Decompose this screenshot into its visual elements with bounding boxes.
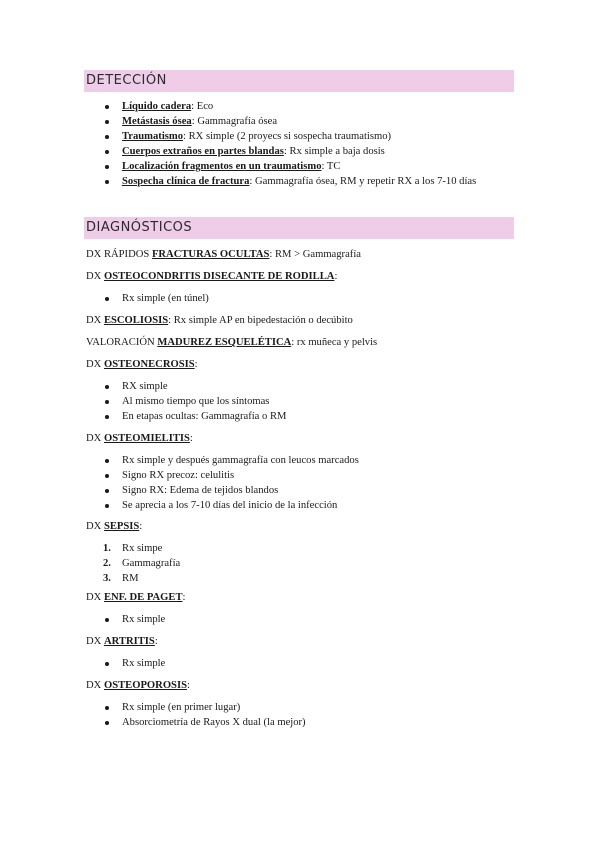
list-item	[122, 145, 385, 158]
paragraph-osteocondritis	[86, 270, 337, 283]
paragraph-prefix: DX	[86, 315, 104, 326]
list-item	[122, 115, 277, 128]
bullet-icon	[105, 489, 109, 493]
list-item-text: : Eco	[191, 101, 214, 112]
bullet-icon	[105, 297, 109, 301]
list-item-text: : TC	[321, 161, 341, 172]
paragraph-text: : rx muñeca y pelvis	[291, 337, 378, 348]
list-item-text: : Gammagrafía ósea	[191, 116, 278, 127]
paragraph-term: OSTEOCONDRITIS DISECANTE DE RODILLA	[103, 271, 335, 282]
paragraph-text: :	[334, 271, 338, 282]
list-item: Rx simple	[122, 658, 166, 669]
paragraph-text: :	[194, 359, 198, 370]
paragraph-osteoporosis	[86, 679, 190, 692]
list-number: 1.	[103, 543, 111, 554]
section-header-diagnosticos	[84, 217, 514, 239]
list-number: 3.	[103, 573, 111, 584]
paragraph-text: :	[182, 592, 186, 603]
paragraph-paget	[86, 591, 186, 604]
list-item-term: Metástasis ósea	[122, 116, 192, 127]
bullet-icon	[105, 662, 109, 666]
paragraph-text: :	[139, 521, 143, 532]
paragraph-osteomielitis	[86, 432, 193, 445]
list-item	[122, 175, 476, 188]
bullet-icon	[105, 385, 109, 389]
paragraph-text: : RM > Gammagrafía	[269, 249, 361, 260]
list-item-term: Cuerpos extraños en partes blandas	[122, 146, 284, 157]
list-item-term: Sospecha clínica de fractura	[122, 176, 250, 187]
section-header-deteccion	[84, 70, 514, 92]
list-item-text: : Rx simple a baja dosis	[283, 146, 385, 157]
paragraph-term: ENF. DE PAGET	[103, 592, 183, 603]
paragraph-term: OSTEOPOROSIS	[103, 680, 187, 691]
list-item: Signo RX: Edema de tejidos blandos	[122, 485, 279, 496]
bullet-icon	[105, 120, 109, 124]
paragraph-term: ARTRITIS	[103, 636, 155, 647]
list-item: RX simple	[122, 381, 168, 392]
list-item: Rx simple (en túnel)	[122, 293, 209, 304]
paragraph-prefix: DX	[86, 359, 104, 370]
paragraph-osteonecrosis	[86, 358, 198, 371]
bullet-icon	[105, 415, 109, 419]
paragraph-prefix: DX	[86, 636, 104, 647]
paragraph-prefix: VALORACIÓN	[86, 337, 158, 348]
list-item: Absorciometría de Rayos X dual (la mejor)	[122, 717, 306, 728]
bullet-icon	[105, 504, 109, 508]
section-title: DIAGNÓSTICOS	[86, 219, 193, 236]
paragraph-term: MADUREZ ESQUELÉTICA	[157, 337, 292, 348]
paragraph-prefix: DX	[86, 271, 104, 282]
bullet-icon	[105, 105, 109, 109]
list-item: RM	[122, 573, 139, 584]
bullet-icon	[105, 721, 109, 725]
paragraph-text: :	[186, 680, 190, 691]
paragraph-term: OSTEONECROSIS	[103, 359, 195, 370]
paragraph-sepsis	[86, 520, 142, 533]
bullet-icon	[105, 135, 109, 139]
paragraph-text: :	[154, 636, 158, 647]
paragraph-term: SEPSIS	[103, 521, 140, 532]
bullet-icon	[105, 459, 109, 463]
bullet-icon	[105, 180, 109, 184]
list-item: Rx simple (en primer lugar)	[122, 702, 241, 713]
list-item: Gammagrafía	[122, 558, 181, 569]
list-item-text: : Gammagrafía ósea, RM y repetir RX a los 7-10 días	[249, 176, 477, 187]
paragraph-prefix: DX	[86, 433, 104, 444]
list-item-term: Localización fragmentos en un traumatismo	[122, 161, 322, 172]
list-item	[122, 160, 340, 173]
paragraph-fracturas-ocultas	[86, 248, 361, 261]
paragraph-escoliosis	[86, 314, 353, 327]
paragraph-term: OSTEOMIELITIS	[103, 433, 190, 444]
list-item	[122, 130, 391, 143]
paragraph-term: ESCOLIOSIS	[103, 315, 169, 326]
section-title: DETECCIÓN	[86, 72, 167, 89]
bullet-icon	[105, 618, 109, 622]
list-item-term: Traumatismo	[122, 131, 184, 142]
paragraph-madurez	[86, 336, 377, 349]
paragraph-prefix: DX	[86, 521, 104, 532]
bullet-icon	[105, 150, 109, 154]
list-item: Rx simpe	[122, 543, 163, 554]
bullet-icon	[105, 165, 109, 169]
list-item: Se aprecia a los 7-10 días del inicio de la infección	[122, 500, 338, 511]
list-item: En etapas ocultas: Gammagrafía o RM	[122, 411, 287, 422]
list-item-text: : RX simple (2 proyecs si sospecha traumatismo)	[183, 131, 392, 142]
paragraph-prefix: DX	[86, 680, 104, 691]
bullet-icon	[105, 400, 109, 404]
list-item: Signo RX precoz: celulitis	[122, 470, 235, 481]
list-item-term: Líquido cadera	[122, 101, 192, 112]
paragraph-text: :	[189, 433, 193, 444]
bullet-icon	[105, 706, 109, 710]
paragraph-text: : Rx simple AP en bipedestación o decúbito	[168, 315, 353, 326]
list-item: Rx simple y después gammagrafía con leucos marcados	[122, 455, 359, 466]
bullet-icon	[105, 474, 109, 478]
paragraph-term: FRACTURAS OCULTAS	[151, 249, 270, 260]
list-item: Rx simple	[122, 614, 166, 625]
paragraph-prefix: DX RÁPIDOS	[86, 249, 152, 260]
list-item: Al mismo tiempo que los síntomas	[122, 396, 270, 407]
list-item	[122, 100, 213, 113]
list-number: 2.	[103, 558, 111, 569]
paragraph-artritis	[86, 635, 158, 648]
paragraph-prefix: DX	[86, 592, 104, 603]
